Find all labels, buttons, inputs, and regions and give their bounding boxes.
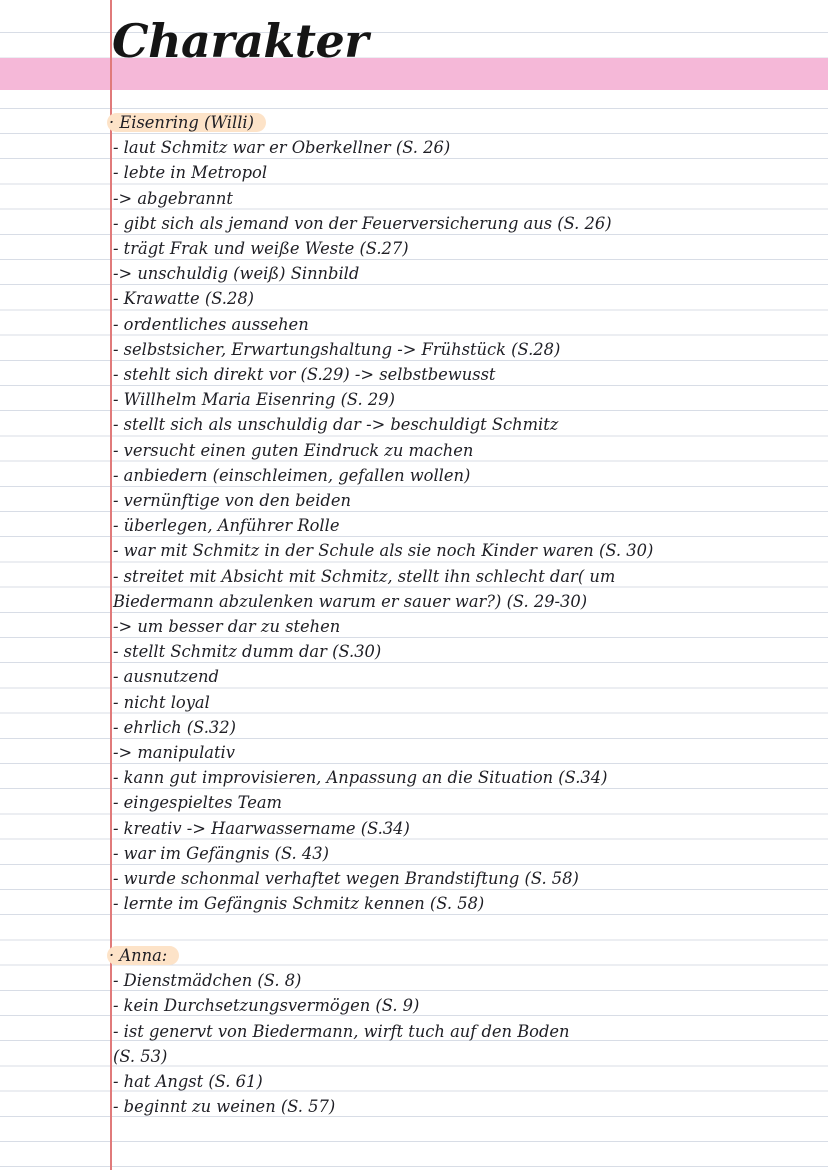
note-line: - lebte in Metropol	[113, 163, 268, 183]
note-line: - kann gut improvisieren, Anpassung an die Situation (S.34)	[113, 768, 608, 788]
note-line: - laut Schmitz war er Oberkellner (S. 26)	[113, 138, 451, 158]
note-line: - ordentliches aussehen	[113, 314, 309, 334]
margin-line	[110, 0, 112, 1170]
note-line: - beginnt zu weinen (S. 57)	[113, 1097, 336, 1117]
note-line: - streitet mit Absicht mit Schmitz, stellt ihn schlecht dar( um	[113, 566, 616, 586]
page-title: Charakter	[112, 14, 369, 68]
note-line: - lernte im Gefängnis Schmitz kennen (S. 58)	[113, 894, 485, 914]
note-line: - kreativ -> Haarwassername (S.34)	[113, 818, 410, 838]
note-line: -> um besser dar zu stehen	[113, 617, 341, 636]
note-line: -> manipulativ	[113, 743, 235, 762]
note-line: - gibt sich als jemand von der Feuerversicherung aus (S. 26)	[113, 213, 612, 233]
note-line: - Krawatte (S.28)	[113, 289, 255, 309]
note-line: - eingespieltes Team	[113, 793, 282, 813]
note-line: - stellt sich als unschuldig dar -> beschuldigt Schmitz	[113, 415, 559, 435]
note-line: - selbstsicher, Erwartungshaltung -> Frühstück (S.28)	[113, 339, 561, 359]
note-line: -> unschuldig (weiß) Sinnbild	[113, 264, 360, 284]
note-line: - ausnutzend	[113, 667, 219, 687]
section-heading: · Eisenring (Willi)	[107, 113, 266, 132]
note-line: -> abgebrannt	[113, 188, 233, 208]
note-line: (S. 53)	[113, 1046, 168, 1066]
note-line: - trägt Frak und weiße Weste (S.27)	[113, 239, 409, 258]
note-line: - wurde schonmal verhaftet wegen Brandstiftung (S. 58)	[113, 869, 579, 888]
note-line: - stehlt sich direkt vor (S.29) -> selbstbewusst	[113, 365, 496, 384]
note-line: - hat Angst (S. 61)	[113, 1072, 263, 1091]
note-line: - stellt Schmitz dumm dar (S.30)	[113, 642, 382, 662]
note-line: - ehrlich (S.32)	[113, 717, 236, 737]
note-line: - Willhelm Maria Eisenring (S. 29)	[113, 390, 395, 410]
note-line: - war im Gefängnis (S. 43)	[113, 843, 329, 863]
section-heading-line	[109, 943, 179, 968]
note-line: Biedermann abzulenken warum er sauer war?) (S. 29-30)	[113, 591, 588, 611]
note-line: - versucht einen guten Eindruck zu machen	[113, 440, 474, 460]
section-heading: · Anna:	[107, 946, 179, 965]
note-line: - Dienstmädchen (S. 8)	[113, 971, 302, 991]
note-line: - ist genervt von Biedermann, wirft tuch auf den Boden	[113, 1021, 570, 1041]
note-line: - kein Durchsetzungsvermögen (S. 9)	[113, 996, 420, 1016]
section-heading-line	[109, 110, 266, 135]
note-line: - überlegen, Anführer Rolle	[113, 516, 340, 536]
note-line: - nicht loyal	[113, 692, 210, 712]
note-line: - anbiedern (einschleimen, gefallen wollen)	[113, 465, 471, 485]
note-line: - war mit Schmitz in der Schule als sie noch Kinder waren (S. 30)	[113, 541, 654, 561]
note-line: - vernünftige von den beiden	[113, 491, 351, 510]
